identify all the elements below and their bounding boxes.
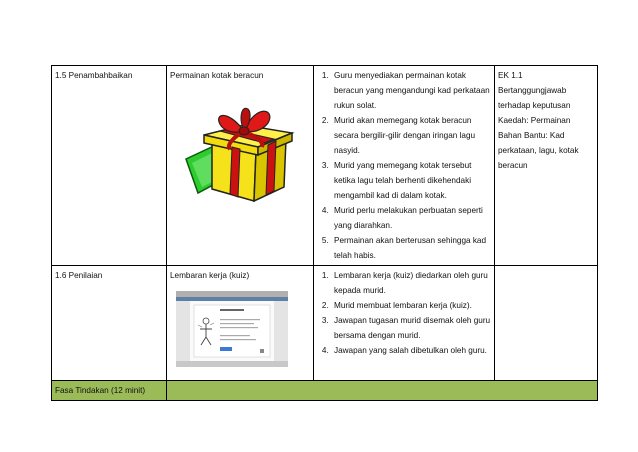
note-line: perkataan, lagu, kotak <box>498 146 579 155</box>
note-line: terhadap keputusan <box>498 101 571 110</box>
activity-label: Permainan kotak beracun <box>170 71 264 80</box>
activity-label: Lembaran kerja (kuiz) <box>170 271 250 280</box>
list-item: 1. Lembaran kerja (kuiz) diedarkan oleh guru kepada murid. <box>331 268 491 298</box>
section-cell <box>52 66 167 266</box>
phase-label-cell <box>52 381 167 401</box>
section-label: 1.5 Penambahbaikan <box>55 71 133 80</box>
steps-cell <box>314 266 495 381</box>
steps-list <box>317 268 491 358</box>
section-cell <box>52 266 167 381</box>
activity-cell <box>167 66 314 266</box>
table-row <box>52 266 598 381</box>
table-row <box>52 66 598 266</box>
notes-cell <box>495 66 598 266</box>
note-line: Bahan Bantu: Kad <box>498 131 565 140</box>
list-item: 5. Permainan akan berterusan sehingga kad telah habis. <box>331 233 491 263</box>
list-item: 2. Murid akan memegang kotak beracun secara bergilir-gilir dengan iringan lagu nasyid. <box>331 113 491 158</box>
activity-cell <box>167 266 314 381</box>
list-item: 4. Murid perlu melakukan perbuatan seperti yang diarahkan. <box>331 203 491 233</box>
section-label: 1.6 Penilaian <box>55 271 103 280</box>
list-item: 3. Jawapan tugasan murid disemak oleh guru bersama dengan murid. <box>331 313 491 343</box>
gift-box-icon <box>182 97 300 209</box>
note-line: EK 1.1 <box>498 71 523 80</box>
phase-fill-cell <box>167 381 598 401</box>
lesson-plan-table <box>51 65 598 401</box>
note-line: Kaedah: Permainan <box>498 116 571 125</box>
table-row <box>52 381 598 401</box>
list-item: 1. Guru menyediakan permainan kotak beracun yang mengandungi kad perkataan rukun solat. <box>331 68 491 113</box>
phase-label: Fasa Tindakan (12 minit) <box>55 386 146 395</box>
notes-cell <box>495 266 598 381</box>
list-item: 3. Murid yang memegang kotak tersebut ketika lagu telah berhenti dikehendaki mengambil kad di dalam kotak. <box>331 158 491 203</box>
note-line: beracun <box>498 161 528 170</box>
worksheet-thumbnail-icon <box>176 291 288 367</box>
note-line: Bertanggungjawab <box>498 86 567 95</box>
steps-cell <box>314 66 495 266</box>
list-item: 4. Jawapan yang salah dibetulkan oleh guru. <box>331 343 491 358</box>
steps-list <box>317 68 491 263</box>
list-item: 2. Murid membuat lembaran kerja (kuiz). <box>331 298 491 313</box>
